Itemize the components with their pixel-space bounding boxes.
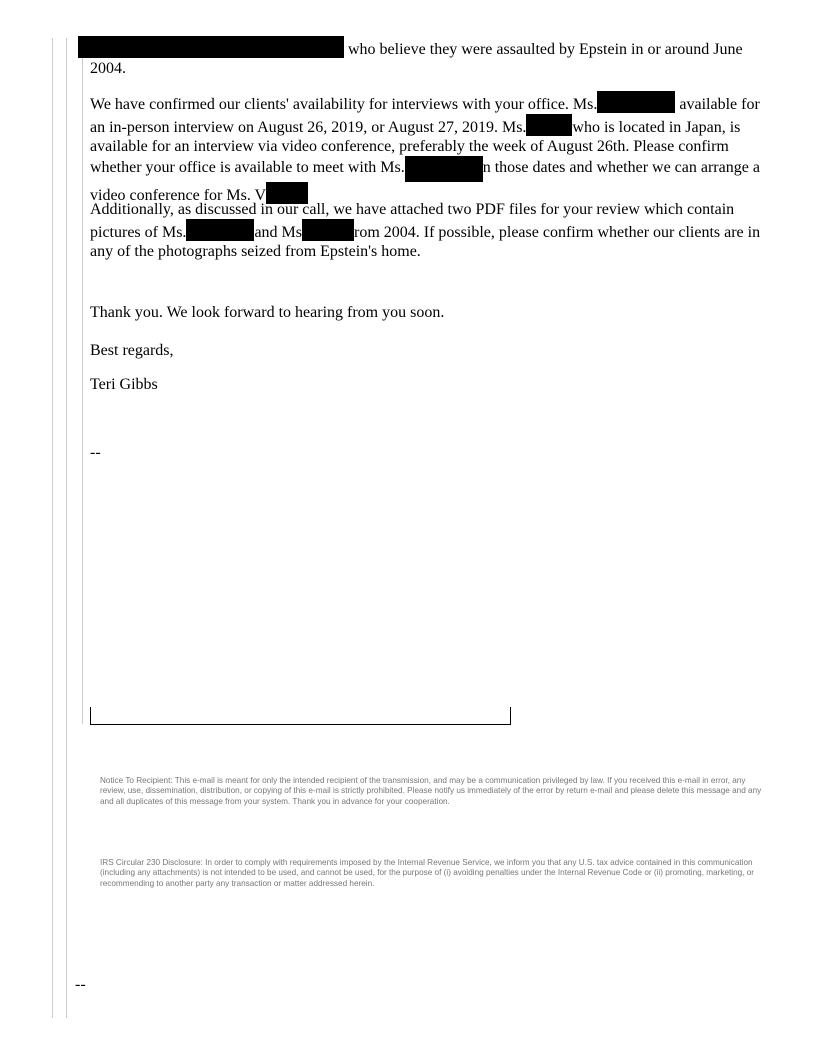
regards-line: Best regards, bbox=[90, 342, 174, 359]
p1-line2-text: 2004. bbox=[90, 60, 126, 77]
p2-line1-text-b: available for bbox=[675, 96, 760, 113]
redaction bbox=[597, 91, 675, 113]
paragraph-3 bbox=[90, 200, 780, 261]
redaction bbox=[186, 219, 254, 241]
p3-line2-text: pictures of Ms. bbox=[90, 224, 187, 241]
signature-box bbox=[90, 707, 511, 725]
footer-separator: -- bbox=[75, 976, 86, 993]
signature-separator: -- bbox=[90, 444, 101, 461]
p1-line1-text: who believe they were assaulted by Epstein in or around June bbox=[344, 41, 743, 58]
closing-line: Thank you. We look forward to hearing from you soon. bbox=[90, 304, 445, 321]
p2-line4-text: whether your office is available to meet with Ms. bbox=[90, 159, 405, 176]
p3-line2-text-b: and Ms bbox=[254, 224, 302, 241]
p2-line3-text: available for an interview via video conference, preferably the week of August 26th. Please confirm bbox=[90, 138, 729, 155]
quote-line-email bbox=[82, 38, 83, 724]
quote-line-inner bbox=[66, 38, 67, 1018]
p3-line3-text: any of the photographs seized from Epstein's home. bbox=[90, 243, 421, 260]
p2-line1-text: We have confirmed our clients' availability for interviews with your office. Ms. bbox=[90, 96, 598, 113]
recipient-notice: Notice To Recipient: This e-mail is meant for only the intended recipient of the transmission, and may be a communication privileged by law. If you received this e-mail in error, any review, use, dissemination, distribution, or copying of this e-mail is strictly prohibited. Please notify us immediately of the error by return e-mail and please delete this message and any and all duplicates of this message from your system. Thank you in advance for your cooperation. bbox=[100, 776, 762, 806]
redaction bbox=[302, 219, 354, 241]
paragraph-1 bbox=[78, 36, 768, 78]
paragraph-2 bbox=[90, 91, 780, 205]
p3-line1-text: Additionally, as discussed in our call, we have attached two PDF files for your review which contain bbox=[90, 201, 735, 218]
p2-line2-text-b: who is located in Japan, is bbox=[572, 119, 741, 136]
redaction bbox=[526, 114, 572, 136]
p3-line2-text-c: rom 2004. If possible, please confirm whether our clients are in bbox=[354, 224, 761, 241]
p2-line5-text: video conference for Ms. V bbox=[90, 187, 267, 204]
quote-line-outer bbox=[52, 38, 53, 1018]
redaction bbox=[78, 36, 344, 58]
signature-name: Teri Gibbs bbox=[90, 376, 158, 393]
redaction bbox=[405, 156, 483, 182]
irs-disclosure: IRS Circular 230 Disclosure: In order to comply with requirements imposed by the Internal Revenue Service, we inform you that any U.S. tax advice contained in this communication (including any attachments) is not intended to be used, and cannot be used, for the purpose of (i) avoiding penalties under the Internal Revenue Code or (ii) promoting, marketing, or recommending to another party any transaction or matter addressed herein. bbox=[100, 858, 755, 888]
p2-line4-text-b: n those dates and whether we can arrange a bbox=[482, 159, 760, 176]
p2-line2-text: an in-person interview on August 26, 2019, or August 27, 2019. Ms. bbox=[90, 119, 527, 136]
